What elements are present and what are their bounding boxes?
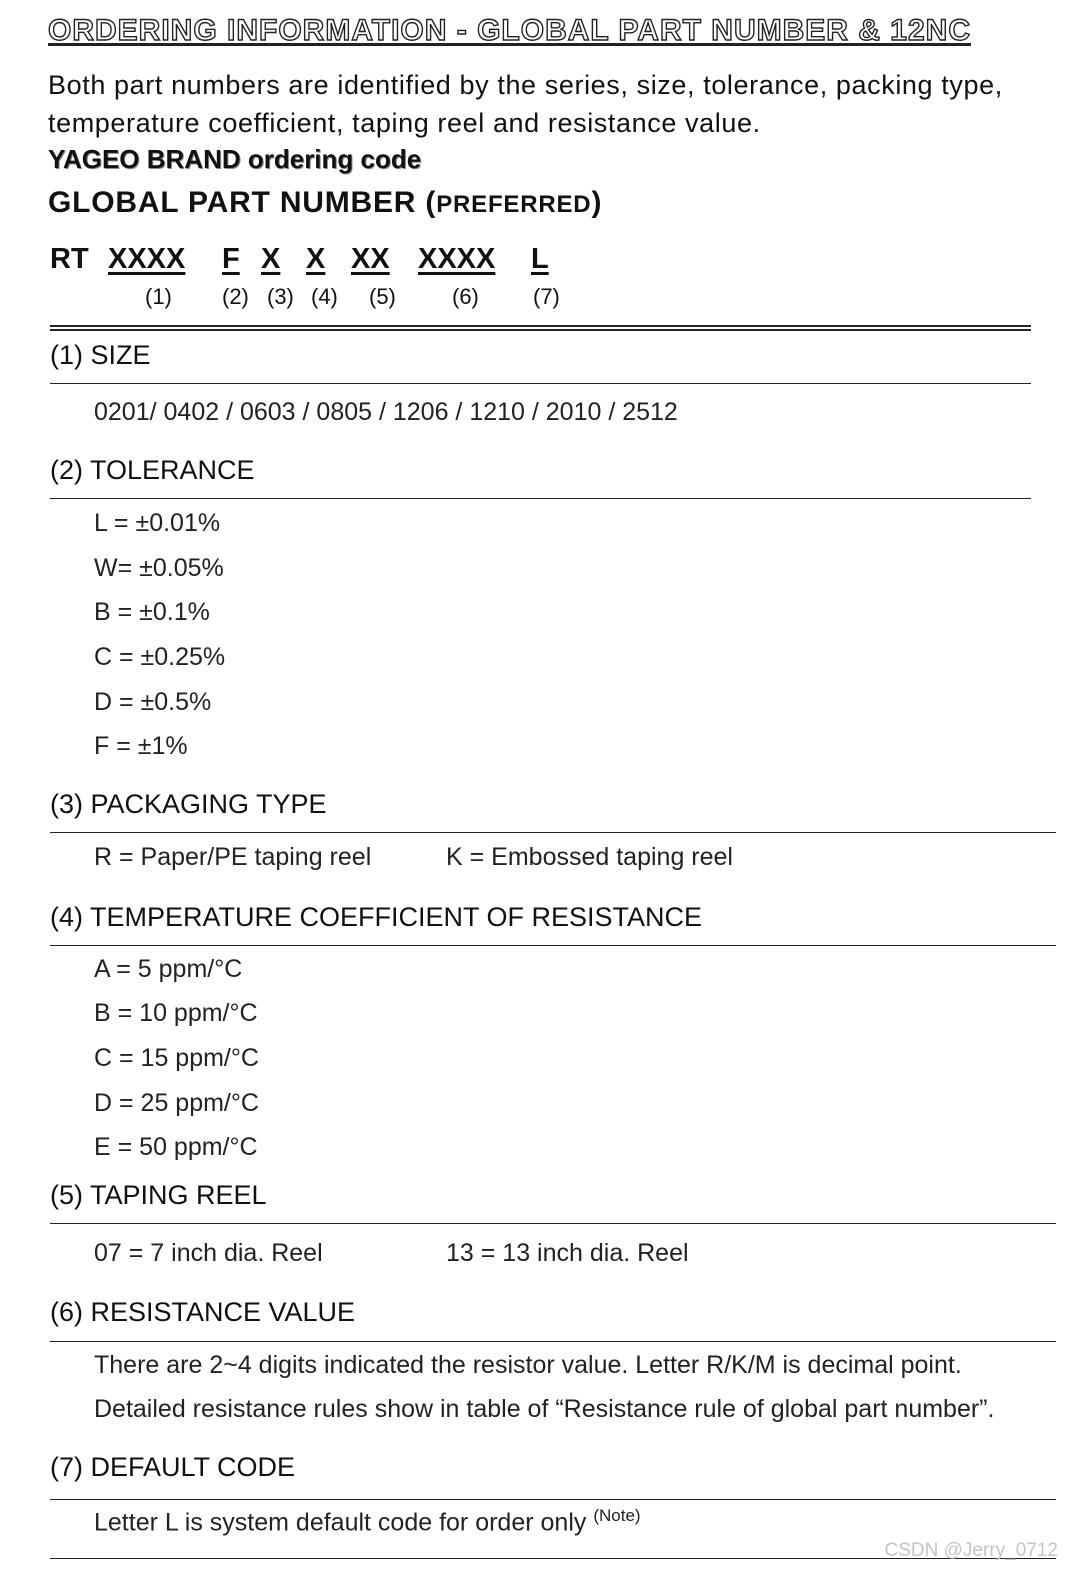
tolerance-item: D = ±0.5% — [94, 688, 212, 716]
tolerance-item: L = ±0.01% — [94, 509, 221, 537]
tcr-item: D = 25 ppm/°C — [94, 1089, 259, 1117]
section-size-rule — [50, 383, 1031, 384]
resistance-line: There are 2~4 digits indicated the resistor value. Letter R/K/M is decimal point. — [94, 1351, 962, 1379]
code-resistance: XXXX — [418, 243, 496, 275]
section-size-title: (1) SIZE — [50, 340, 151, 370]
code-number-6: (6) — [452, 284, 479, 309]
code-number-2: (2) — [222, 284, 249, 309]
code-series: RT — [50, 243, 89, 275]
packaging-item: K = Embossed taping reel — [446, 843, 733, 871]
code-taping: XX — [351, 243, 390, 275]
code-size: XXXX — [108, 243, 186, 275]
section-tolerance-title: (2) TOLERANCE — [50, 455, 255, 485]
code-number-7: (7) — [533, 284, 560, 309]
tolerance-item: F = ±1% — [94, 732, 188, 760]
watermark: CSDN @Jerry_0712 — [884, 1540, 1058, 1561]
note-superscript: (Note) — [593, 1506, 641, 1525]
gpn-paren-close: ) — [591, 186, 603, 219]
section-tcr-rule — [50, 945, 1056, 946]
code-number-4: (4) — [311, 284, 338, 309]
gpn-title-text: GLOBAL PART NUMBER — [48, 186, 417, 219]
tcr-item: E = 50 ppm/°C — [94, 1133, 258, 1161]
section-default-rule — [50, 1499, 1056, 1500]
code-packaging: X — [261, 243, 281, 275]
packaging-item: R = Paper/PE taping reel — [94, 843, 372, 871]
taping-item: 07 = 7 inch dia. Reel — [94, 1239, 323, 1267]
code-number-3: (3) — [267, 284, 294, 309]
section-resistance-title: (6) RESISTANCE VALUE — [50, 1297, 356, 1327]
resistance-line: Detailed resistance rules show in table of “Resistance rule of global part number”. — [94, 1395, 995, 1423]
section-packaging-rule — [50, 832, 1056, 833]
tolerance-item: C = ±0.25% — [94, 643, 226, 671]
tcr-item: B = 10 ppm/°C — [94, 999, 258, 1027]
section-packaging-title: (3) PACKAGING TYPE — [50, 789, 327, 819]
code-number-1: (1) — [145, 284, 172, 309]
gpn-title — [48, 186, 602, 220]
taping-item: 13 = 13 inch dia. Reel — [446, 1239, 689, 1267]
code-tolerance: F — [222, 243, 240, 275]
section-tcr-title: (4) TEMPERATURE COEFFICIENT OF RESISTANCE — [50, 902, 703, 932]
brand-label: YAGEO BRAND ordering code — [48, 144, 422, 174]
section-taping-rule — [50, 1223, 1056, 1224]
section-tolerance-rule — [50, 498, 1031, 499]
double-rule-bottom — [50, 329, 1031, 331]
double-rule-top — [50, 325, 1031, 327]
section-resistance-rule — [50, 1341, 1056, 1342]
code-number-5: (5) — [369, 284, 396, 309]
code-default: L — [531, 243, 549, 275]
tolerance-item: B = ±0.1% — [94, 598, 210, 626]
page-heading: ORDERING INFORMATION - GLOBAL PART NUMBER & 12NC — [48, 14, 971, 47]
tcr-item: C = 15 ppm/°C — [94, 1044, 259, 1072]
tolerance-item: W= ±0.05% — [94, 554, 224, 582]
intro-text: Both part numbers are identified by the series, size, tolerance, packing type, temperature coefficient, taping reel and resistance value. — [48, 70, 1003, 138]
default-code-text — [94, 1506, 641, 1537]
tcr-item: A = 5 ppm/°C — [94, 955, 243, 983]
size-values: 0201/ 0402 / 0603 / 0805 / 1206 / 1210 / 2010 / 2512 — [94, 398, 678, 426]
default-code-body: Letter L is system default code for order only — [94, 1508, 594, 1537]
gpn-paren-open: ( — [425, 186, 437, 219]
gpn-preferred: PREFERRED — [436, 191, 592, 218]
section-default-title: (7) DEFAULT CODE — [50, 1452, 296, 1482]
code-tcr: X — [306, 243, 326, 275]
section-taping-title: (5) TAPING REEL — [50, 1180, 267, 1210]
